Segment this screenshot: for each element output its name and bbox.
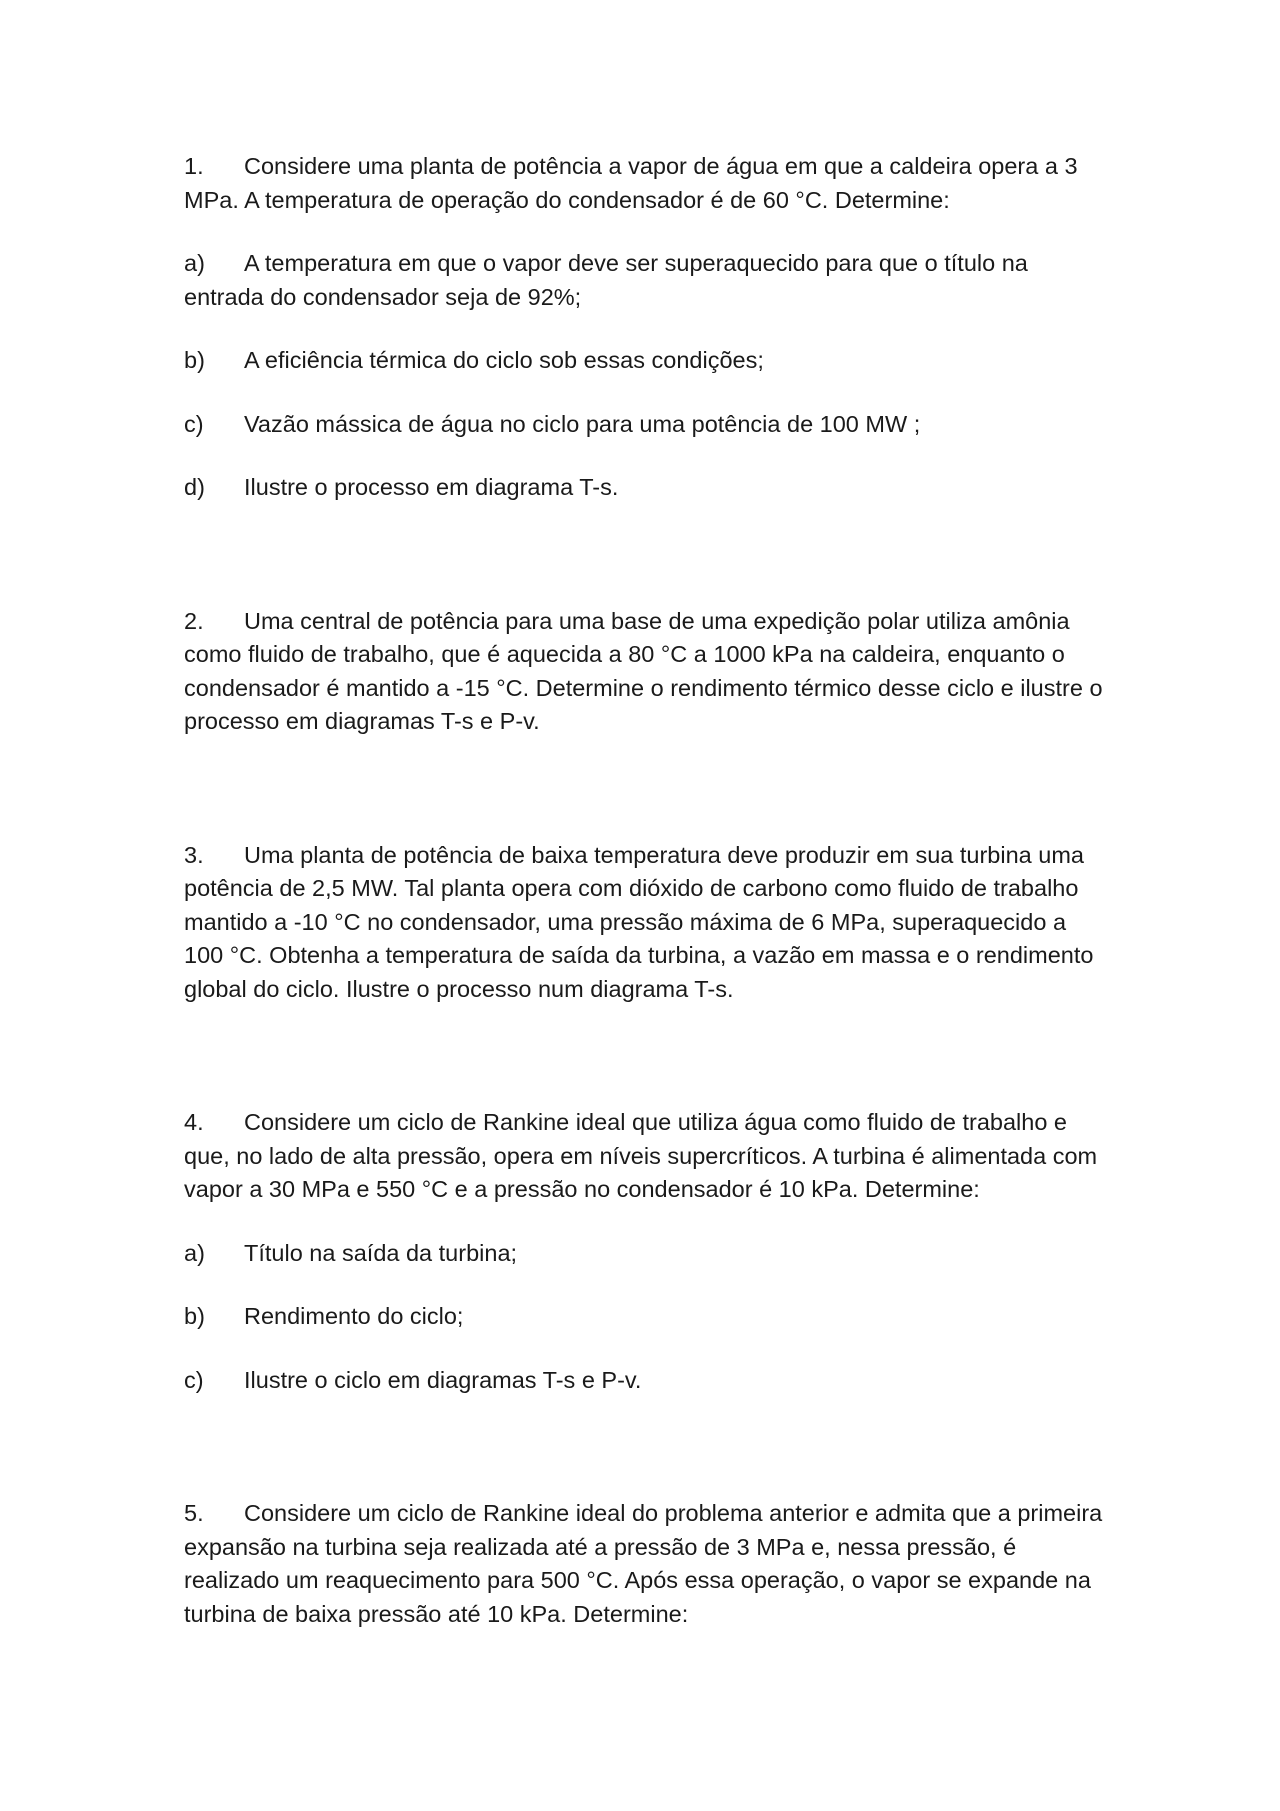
item-text: A temperatura em que o vapor deve ser superaquecido para que o título na entrada do condensador seja de 92%;: [184, 250, 1028, 310]
problem-5: [184, 1497, 1104, 1631]
problem-4: [184, 1106, 1104, 1397]
problem-2: [184, 605, 1104, 739]
problem-4-number: 4.: [184, 1109, 204, 1135]
item-letter: b): [184, 347, 205, 373]
problem-3: [184, 839, 1104, 1007]
item-text: Vazão mássica de água no ciclo para uma potência de 100 MW ;: [244, 410, 921, 437]
item-letter: b): [184, 1303, 205, 1329]
problem-2-statement: [184, 605, 1104, 739]
problem-4-item-a: [184, 1237, 1104, 1271]
problem-4-items: [184, 1237, 1104, 1398]
item-letter: c): [184, 410, 204, 437]
problem-2-text: Uma central de potência para uma base de uma expedição polar utiliza amônia como fluido de trabalho, que é aquecida a 80 °C a 1000 kPa na caldeira, enquanto o condensador é mantido a -15 °C. Determine o rendimento térmico desse ciclo e ilustre o processo em diagramas T-s e P-v.: [184, 607, 1103, 734]
problem-4-item-c: [184, 1364, 1104, 1398]
problem-1-text: Considere uma planta de potência a vapor de água em que a caldeira opera a 3 MPa. A temperatura de operação do condensador é de 60 °C. Determine:: [184, 153, 1078, 213]
problem-3-statement: [184, 839, 1104, 1007]
item-text: A eficiência térmica do ciclo sob essas condições;: [244, 347, 764, 373]
problem-1-number: 1.: [184, 153, 204, 179]
item-letter: a): [184, 250, 205, 276]
problem-4-text: Considere um ciclo de Rankine ideal que utiliza água como fluido de trabalho e que, no lado de alta pressão, opera em níveis supercríticos. A turbina é alimentada com vapor a 30 MPa e 550 °C e a pressão no condensador é 10 kPa. Determine:: [184, 1109, 1098, 1202]
problem-1-item-d: [184, 471, 1104, 505]
problem-1-statement: [184, 150, 1104, 217]
problem-5-number: 5.: [184, 1500, 204, 1526]
problem-2-number: 2.: [184, 607, 204, 634]
problem-1-item-a: [184, 247, 1104, 314]
item-text: Rendimento do ciclo;: [244, 1303, 464, 1329]
problem-5-statement: [184, 1497, 1104, 1631]
item-text: Título na saída da turbina;: [244, 1239, 518, 1266]
problem-3-text: Uma planta de potência de baixa temperatura deve produzir em sua turbina uma potência de 2,5 MW. Tal planta opera com dióxido de carbono como fluido de trabalho mantido a -10 °C no condensador, uma pressão máxima de 6 MPa, superaquecido a 100 °C. Obtenha a temperatura de saída da turbina, a vazão em massa e o rendimento global do ciclo. Ilustre o processo num diagrama T-s.: [184, 841, 1094, 1002]
problem-3-number: 3.: [184, 841, 204, 868]
problem-1-items: [184, 247, 1104, 505]
item-text: Ilustre o ciclo em diagramas T-s e P-v.: [244, 1366, 642, 1393]
item-letter: c): [184, 1366, 204, 1393]
problem-1-item-c: [184, 408, 1104, 442]
problem-4-statement: [184, 1106, 1104, 1207]
document-content: [184, 150, 1104, 1631]
problem-5-text: Considere um ciclo de Rankine ideal do problema anterior e admita que a primeira expansão na turbina seja realizada até a pressão de 3 MPa e, nessa pressão, é realizado um reaquecimento para 500 °C. Após essa operação, o vapor se expande na turbina de baixa pressão até 10 kPa. Determine:: [184, 1500, 1103, 1627]
problem-1: [184, 150, 1104, 505]
item-letter: d): [184, 474, 205, 500]
problem-1-item-b: [184, 344, 1104, 378]
problem-4-item-b: [184, 1300, 1104, 1334]
item-text: Ilustre o processo em diagrama T-s.: [244, 474, 619, 500]
item-letter: a): [184, 1239, 205, 1266]
